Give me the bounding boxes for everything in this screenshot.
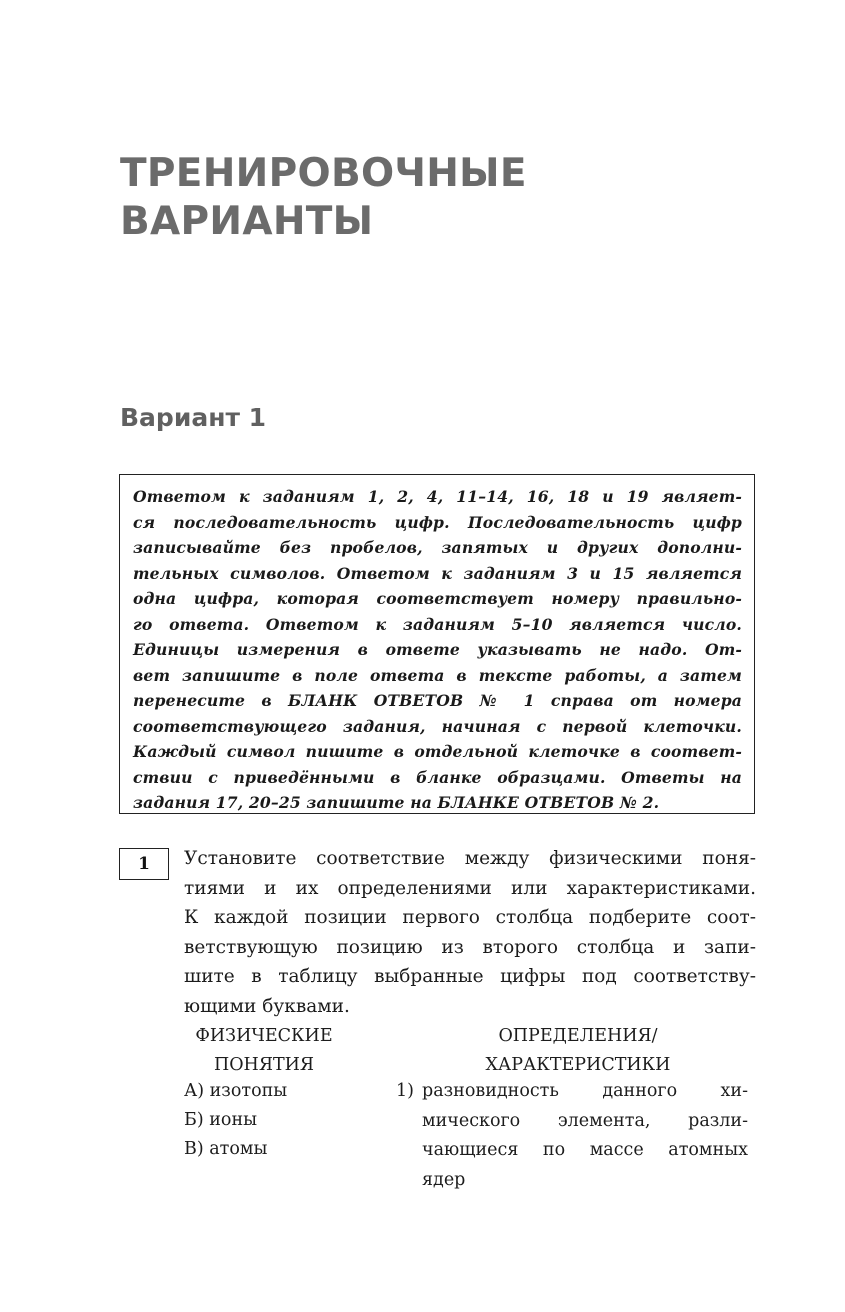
instructions-box: [119, 474, 755, 814]
right-item-line: разновидность данного хи-: [422, 1081, 748, 1101]
instruction-line: задания 17, 20–25 запишите на БЛАНКЕ ОТВЕТОВ № 2.: [133, 793, 660, 812]
instruction-line: Единицы измерения в ответе указывать не надо. От-: [133, 640, 742, 659]
instruction-line: Ответом к заданиям 1, 2, 4, 11–14, 16, 18 и 19 являет-: [133, 487, 742, 506]
right-item-line: мического элемента, разли-: [422, 1110, 748, 1131]
instruction-line: перенесите в БЛАНК ОТВЕТОВ № 1 справа от номера: [133, 691, 742, 710]
instruction-line: тельных символов. Ответом к заданиям 3 и 15 является: [133, 563, 742, 583]
task-text-line: Установите соответствие между физическими поня-: [184, 848, 756, 869]
section-title-line: ТРЕНИРОВОЧНЫЕ: [120, 151, 527, 196]
task-text-line: К каждой позиции первого столбца подберите соот-: [184, 907, 756, 928]
task-text-line: тиями и их определениями или характеристиками.: [184, 877, 756, 899]
right-item-number: 1): [396, 1081, 414, 1101]
instruction-line: ся последовательность цифр. Последовательность цифр: [133, 512, 742, 532]
left-item-b: Б) ионы: [184, 1110, 258, 1130]
task-number-box: 1: [119, 848, 169, 880]
section-title-line: ВАРИАНТЫ: [120, 199, 374, 244]
instruction-line: ствии с приведёнными в бланке образцами. Ответы на: [133, 767, 742, 787]
instruction-line: вет запишите в поле ответа в тексте работы, а затем: [133, 665, 742, 685]
left-header-line: ФИЗИЧЕСКИЕ: [195, 1026, 333, 1046]
task-text-line: ющими буквами.: [184, 995, 350, 1017]
left-item-a: А) изотопы: [184, 1081, 288, 1101]
task-text: [184, 844, 756, 1021]
right-item-text: [422, 1077, 748, 1195]
right-column-header: [447, 1022, 709, 1080]
instruction-line: одна цифра, которая соответствует номеру правильно-: [133, 589, 742, 608]
instruction-line: Каждый символ пишите в отдельной клеточке в соответ-: [133, 742, 742, 761]
right-item-line: ядер: [422, 1169, 466, 1190]
section-title: [120, 150, 760, 246]
instruction-line: записывайте без пробелов, запятых и других дополни-: [133, 538, 742, 557]
left-column-header: [184, 1022, 344, 1080]
variant-title: Вариант 1: [120, 403, 267, 432]
right-header-line: ОПРЕДЕЛЕНИЯ/: [498, 1026, 658, 1046]
task-text-line: ветствующую позицию из второго столбца и запи-: [184, 936, 756, 958]
instruction-line: го ответа. Ответом к заданиям 5–10 является число.: [133, 614, 742, 634]
left-header-line: ПОНЯТИЯ: [213, 1055, 315, 1075]
left-item-v: В) атомы: [184, 1139, 268, 1159]
right-item-line: чающиеся по массе атомных: [422, 1140, 748, 1160]
instruction-line: соответствующего задания, начиная с первой клеточки.: [133, 716, 742, 736]
right-header-line: ХАРАКТЕРИСТИКИ: [485, 1055, 671, 1075]
task-text-line: шите в таблицу выбранные цифры под соответству-: [184, 966, 756, 987]
